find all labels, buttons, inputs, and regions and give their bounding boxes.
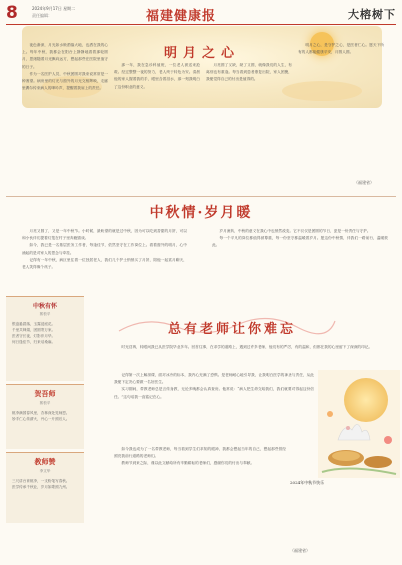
poem-box: [6, 452, 84, 523]
paragraph: 那一年，我在急诊科值班，一位老人被送来抢救。经过整整一夜的努力，老人终于转危为安。清晨他的家人握着我的手，眼里含着泪水，那一刻我明白了这份职业的意义。: [114, 63, 200, 89]
poem-author: 郭松平: [39, 312, 51, 316]
right-article-intro: [114, 344, 386, 368]
paragraph: 实习期间，带教老师总是言传身教，无论多晚都会认真查房。他常说：“病人把生命交给我们，我们就要对得起这份信任。”这句话我一直铭记在心。: [114, 387, 314, 399]
top-article-col-4: [298, 42, 384, 192]
section-name: 大榕树下: [348, 8, 396, 21]
paragraph: 如今，我已是一名基层医务工作者，每逢佳节，依然坚守在工作岗位上。看着窗外的明月，心中涌起的是对家人的思念与牵挂。: [22, 243, 187, 255]
issue-date: 2024年9月17日 星期二: [32, 6, 76, 11]
poem-line: 银盘悬碧落，玉露浸庭花。: [12, 322, 56, 326]
paragraph: 明月之心，是守护之心，是医者仁心。愿天下所有的人都能健康平安，月圆人圆。: [298, 43, 384, 55]
right-article-body: [114, 446, 286, 556]
paragraph: 夜色渐深，月光如水般洒落大地，也洒在我的心上。每年中秋，我都会在阳台上静静地看着那轮圆月，思绪随着月光飘向远方，想起那些在医院里值守的日子。: [22, 43, 108, 69]
editor-line: 责任编辑：: [32, 13, 52, 18]
middle-col-left: [22, 228, 187, 292]
paragraph: 时光荏苒，转眼间我已从医学院毕业多年。回首往事，在求学的道路上，遇到过许多老师，他们有的严厉，有的温和，但都在我的心里留下了深深的印记。: [121, 345, 373, 349]
top-article-col-2: [114, 62, 200, 192]
paragraph: 作为一名医护人员，中秋团圆对我来说常常是一种奢望。病房里的灯光与窗外的月光交相辉映，走廊里偶尔传来病人的呻吟声，提醒着我肩上的责任。: [22, 71, 108, 91]
poem-line: 桃李满园春风里，杏林深处见师恩。: [12, 411, 70, 415]
poem-body: [6, 317, 84, 349]
article-title: 中秋情·岁月暖: [149, 205, 253, 221]
poem-title: 贺吾师: [34, 389, 56, 398]
banner-title: 明月之心: [163, 46, 240, 61]
signature: （福建省）: [290, 548, 310, 553]
paragraph: 教师节到来之际，谨以此文献给所有辛勤耕耘的老师们，感谢你们的付出与奉献。: [121, 461, 255, 466]
paragraph: 记得第一次上解剖课，面对冰冷的标本，我内心充满了恐惧。是老师耐心地引导我，让我明白医学的神圣与责任，从此我便下定决心要做一名好医生。: [114, 373, 314, 385]
poem-body: [6, 474, 84, 494]
paragraph: 每一个平凡的岗位都值得被尊重，每一份坚守都温暖着岁月。愿这份中秋情，伴我们一路前行，温暖彼此。: [212, 236, 388, 248]
top-article-col-1: [22, 42, 108, 192]
poem-line: 何日逢佳节，归来话桑麻。: [12, 340, 56, 344]
paragraph: 月亮圆了又缺，缺了又圆，就像我们的人生，有离别也有重逢。每当看到患者康复出院，家人团聚，我便觉得自己的付出是值得的。: [206, 63, 292, 82]
poem-author: 郭松平: [39, 401, 51, 405]
poem-line: 医学传承千秋业，岁月如歌照九州。: [12, 485, 70, 489]
page-header: [6, 4, 396, 25]
poem-title: 教师赞: [34, 457, 56, 466]
paragraph: 岁月流转，中秋的意义在我心中也悄然改变。它不仅仅是团圆的节日，更是一份责任与守护。: [219, 229, 371, 233]
paragraph: 月亮又圆了，又是一年中秋节。小时候，最盼望的就是过中秋，因为可以吃到香甜的月饼，可以和小伙伴们提着灯笼在村子里奔跑嬉戏。: [22, 229, 187, 241]
poem-box: [6, 384, 84, 449]
poem-body: [6, 406, 84, 426]
article-title: 总有老师让你难忘: [167, 322, 296, 337]
poem-box: [6, 296, 84, 381]
paragraph: 记得有一年中秋，病区里住着一位独居老人，我们几个护士悄悄买了月饼，陪他一起赏月聊天，老人笑得像个孩子。: [22, 257, 187, 270]
top-article-col-3: [206, 62, 292, 192]
middle-col-right: [212, 228, 388, 292]
divider: [6, 196, 396, 197]
poem-line: 妙手仁心传薪火，丹心一片照后人。: [12, 417, 70, 421]
signature: （福建省）: [354, 180, 374, 185]
illustration-caption: 2024年中秋节快乐: [290, 480, 325, 485]
poem-author: 李文华: [39, 469, 51, 473]
poem-line: 三尺讲台育桃李，一支粉笔写春秋。: [12, 479, 70, 483]
right-article-body: [114, 372, 314, 442]
masthead: 福建健康报: [146, 9, 217, 24]
poem-line: 医者守长夜，灯影伴月华。: [12, 334, 56, 338]
poem-line: 千里共婵娟，团圆寄万家。: [12, 328, 56, 332]
paragraph: 如今我也成为了一名带教老师，每当看到学生们求知的眼神，我都会想起当年的自己，想起那些曾经照亮我前行道路的老师们。: [114, 447, 286, 459]
mid-autumn-illustration: [318, 370, 400, 478]
page-number: 8: [6, 3, 18, 23]
poem-title: 中秋有怀: [32, 303, 57, 310]
